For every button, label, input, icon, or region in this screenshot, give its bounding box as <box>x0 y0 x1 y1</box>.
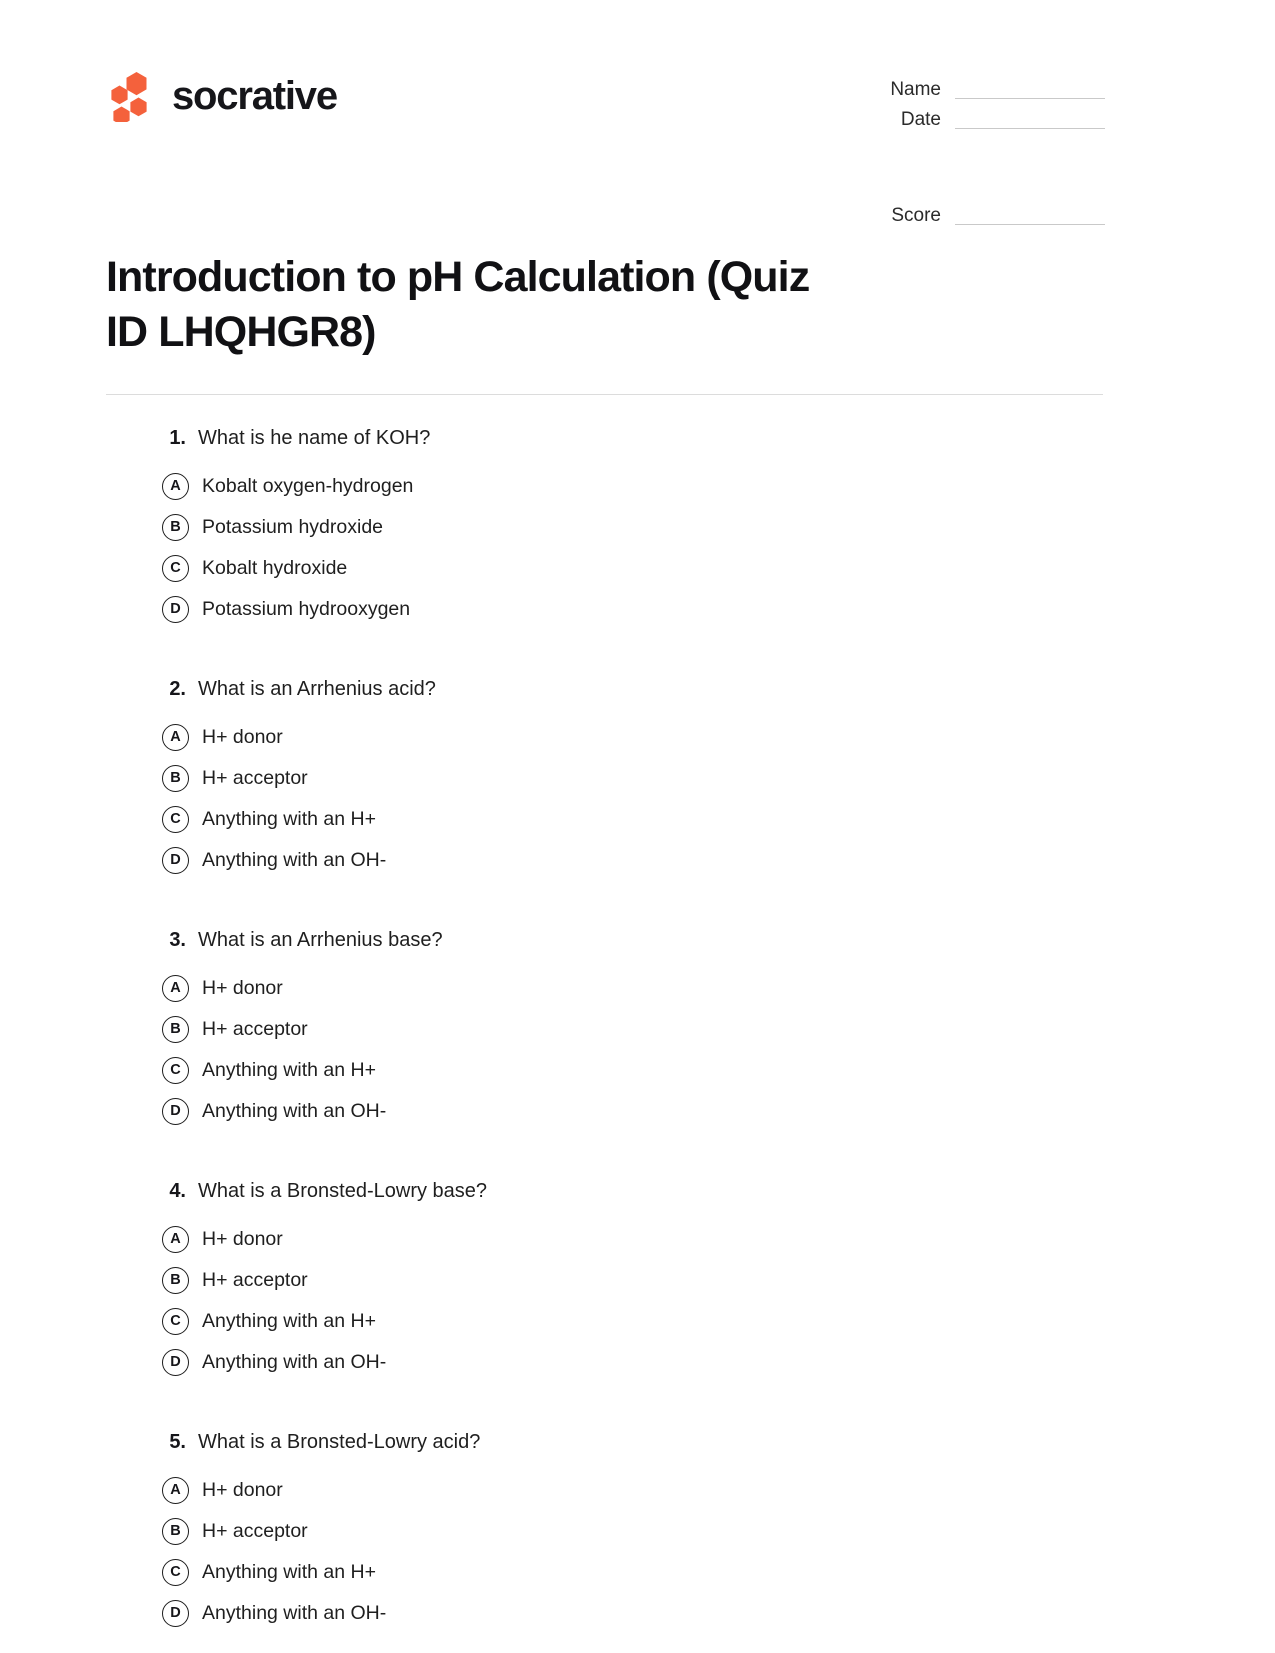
option-bubble[interactable]: C <box>162 1057 189 1084</box>
answer-option[interactable] <box>162 1511 1169 1552</box>
question-block <box>106 1429 1169 1634</box>
answer-option[interactable] <box>162 507 1169 548</box>
question-header <box>162 1429 1169 1455</box>
date-label: Date <box>900 109 941 130</box>
answer-options <box>106 466 1169 630</box>
question-number: 5. <box>169 1431 186 1454</box>
option-text: Anything with an OH- <box>202 1350 387 1373</box>
option-bubble[interactable]: B <box>162 514 189 541</box>
answer-option[interactable] <box>162 548 1169 589</box>
answer-option[interactable] <box>162 968 1169 1009</box>
name-write-line[interactable] <box>955 98 1105 99</box>
option-bubble[interactable]: C <box>162 806 189 833</box>
option-text: Anything with an OH- <box>202 1099 387 1122</box>
option-bubble[interactable]: A <box>162 724 189 751</box>
questions-list <box>0 395 1275 1634</box>
option-text: Anything with an H+ <box>202 1058 376 1081</box>
option-bubble[interactable]: B <box>162 1518 189 1545</box>
option-bubble[interactable]: A <box>162 1226 189 1253</box>
student-info-fields <box>869 72 1105 228</box>
question-number: 4. <box>169 1180 186 1203</box>
option-text: Potassium hydrooxygen <box>202 597 411 620</box>
score-label: Score <box>891 205 941 226</box>
answer-option[interactable] <box>162 799 1169 840</box>
question-block <box>106 676 1169 881</box>
score-field-row <box>869 198 1105 228</box>
answer-option[interactable] <box>162 589 1169 630</box>
answer-option[interactable] <box>162 1301 1169 1342</box>
question-number: 2. <box>169 678 186 701</box>
option-text: H+ acceptor <box>202 1017 308 1040</box>
answer-option[interactable] <box>162 1552 1169 1593</box>
option-text: Kobalt hydroxide <box>202 556 348 579</box>
answer-options <box>106 1470 1169 1634</box>
answer-option[interactable] <box>162 1009 1169 1050</box>
option-bubble[interactable]: C <box>162 555 189 582</box>
question-text: What is an Arrhenius acid? <box>198 678 436 701</box>
option-bubble[interactable]: C <box>162 1559 189 1586</box>
option-text: Anything with an H+ <box>202 1309 376 1332</box>
question-number: 3. <box>169 929 186 952</box>
option-bubble[interactable]: A <box>162 473 189 500</box>
option-bubble[interactable]: D <box>162 847 189 874</box>
answer-options <box>106 1219 1169 1383</box>
question-header <box>162 927 1169 953</box>
question-text: What is an Arrhenius base? <box>198 929 443 952</box>
option-text: Anything with an OH- <box>202 848 387 871</box>
option-bubble[interactable]: A <box>162 1477 189 1504</box>
question-text: What is a Bronsted-Lowry base? <box>198 1180 488 1203</box>
answer-option[interactable] <box>162 1342 1169 1383</box>
question-text: What is a Bronsted-Lowry acid? <box>198 1431 481 1454</box>
question-header <box>162 676 1169 702</box>
answer-option[interactable] <box>162 1470 1169 1511</box>
socrative-logo <box>106 70 337 122</box>
option-bubble[interactable]: B <box>162 1016 189 1043</box>
name-field-row <box>869 72 1105 102</box>
brand-name: socrative <box>172 74 337 118</box>
question-text: What is he name of KOH? <box>198 427 431 450</box>
option-bubble[interactable]: B <box>162 765 189 792</box>
name-label: Name <box>890 79 941 100</box>
option-bubble[interactable]: D <box>162 1600 189 1627</box>
page-header <box>0 0 1275 228</box>
question-header <box>162 425 1169 451</box>
option-bubble[interactable]: D <box>162 596 189 623</box>
question-number: 1. <box>169 427 186 450</box>
option-text: H+ acceptor <box>202 1268 308 1291</box>
answer-options <box>106 968 1169 1132</box>
option-text: Anything with an OH- <box>202 1601 387 1624</box>
option-bubble[interactable]: D <box>162 1349 189 1376</box>
question-block <box>106 425 1169 630</box>
option-text: Anything with an H+ <box>202 1560 376 1583</box>
answer-options <box>106 717 1169 881</box>
date-write-line[interactable] <box>955 128 1105 129</box>
answer-option[interactable] <box>162 840 1169 881</box>
date-field-row <box>869 102 1105 132</box>
option-text: H+ donor <box>202 1478 283 1501</box>
option-bubble[interactable]: D <box>162 1098 189 1125</box>
option-text: Potassium hydroxide <box>202 515 384 538</box>
question-block <box>106 927 1169 1132</box>
option-text: Kobalt oxygen-hydrogen <box>202 474 414 497</box>
option-bubble[interactable]: A <box>162 975 189 1002</box>
answer-option[interactable] <box>162 758 1169 799</box>
option-text: H+ acceptor <box>202 1519 308 1542</box>
answer-option[interactable] <box>162 1050 1169 1091</box>
option-text: H+ donor <box>202 976 283 999</box>
option-text: H+ donor <box>202 725 283 748</box>
answer-option[interactable] <box>162 1593 1169 1634</box>
option-bubble[interactable]: B <box>162 1267 189 1294</box>
answer-option[interactable] <box>162 1260 1169 1301</box>
option-text: H+ donor <box>202 1227 283 1250</box>
meta-spacer <box>869 132 1105 198</box>
title-block <box>0 228 1275 360</box>
answer-option[interactable] <box>162 1219 1169 1260</box>
page-title: Introduction to pH Calculation (Quiz ID LHQHGR8) <box>106 253 810 357</box>
option-bubble[interactable]: C <box>162 1308 189 1335</box>
option-text: H+ acceptor <box>202 766 308 789</box>
question-header <box>162 1178 1169 1204</box>
score-write-line[interactable] <box>955 224 1105 225</box>
answer-option[interactable] <box>162 466 1169 507</box>
answer-option[interactable] <box>162 1091 1169 1132</box>
option-text: Anything with an H+ <box>202 807 376 830</box>
answer-option[interactable] <box>162 717 1169 758</box>
question-block <box>106 1178 1169 1383</box>
hexagon-cluster-icon <box>106 70 154 122</box>
